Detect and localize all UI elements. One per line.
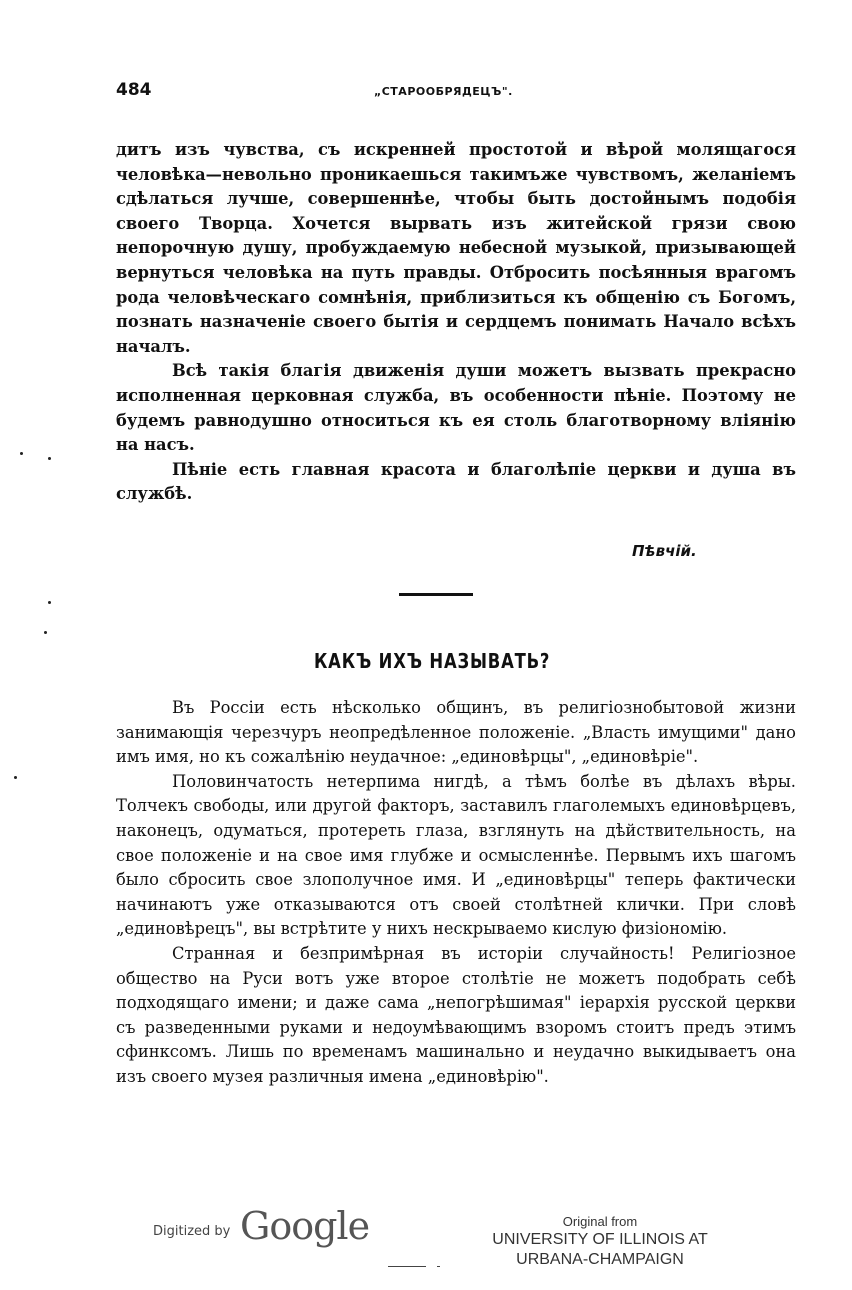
- paragraph: Въ Россіи есть нѣсколько общинъ, въ религіознобытовой жизни занимающія черезчуръ неопредѣленное положеніе. „Власть имущими" дано имъ имя, но къ сожалѣнію неудачное: „единовѣрцы", „единовѣріе".: [116, 698, 796, 767]
- section-divider: [399, 593, 473, 596]
- scan-speck: [20, 452, 23, 455]
- source-attribution: [480, 1214, 720, 1270]
- paragraph: дитъ изъ чувства, съ искренней простотой и вѣрой молящагося человѣка—невольно проникаешься такимъже чувствомъ, желаніемъ сдѣлаться лучше, совершеннѣе, чтобы быть достойнымъ подобія своего Творца. Хочется вырвать изъ житейской грязи свою непорочную душу, пробуждаемую небесной музыкой, призывающей вернуться человѣка на путь правды. Отбросить посѣянныя врагомъ рода человѣческаго сомнѣнія, приблизиться къ общенію съ Богомъ, познать назначеніе своего бытія и сердцемъ понимать Начало всѣхъ началъ.: [116, 140, 796, 356]
- page-number: 484: [116, 80, 152, 100]
- scan-speck: [48, 457, 51, 460]
- footer-rule: [388, 1266, 426, 1267]
- paragraph: Пѣніе есть главная красота и благолѣпіе церкви и душа въ службѣ.: [116, 459, 796, 504]
- author-signature: Пѣвчій.: [632, 542, 697, 560]
- paragraph: Половинчатость нетерпима нигдѣ, а тѣмъ болѣе въ дѣлахъ вѣры. Толчекъ свободы, или другой факторъ, заставилъ глаголемыхъ единовѣрцевъ, наконецъ, одуматься, протереть глаза, взглянуть на дѣйствительность, на свое положеніе и на свое имя глубже и осмысленнѣе. Первымъ ихъ шагомъ было сбросить свое злополучное имя. И „единовѣрцы" теперь фактически начинаютъ уже отказываются отъ своей столѣтней клички. При словѣ „единовѣрецъ", вы встрѣтите у нихъ нескрываемо кислую физіономію.: [116, 771, 796, 939]
- original-from-label: Original from: [562, 1214, 638, 1229]
- institution-name: UNIVERSITY OF ILLINOIS AT: [492, 1231, 708, 1248]
- article-title: КАКЪ ИХЪ НАЗЫВАТЬ?: [313, 649, 551, 673]
- paragraph: Странная и безпримѣрная въ исторіи случайность! Религіозное общество на Руси вотъ уже второе столѣтіе не можетъ подобрать себѣ подходящаго имени; и даже сама „непогрѣшимая" іерархія русской церкви съ разведенными руками и недоумѣвающимъ взоромъ стоитъ предъ этимъ сфинксомъ. Лишь по временамъ машинально и неудачно выкидываетъ она изъ своего музея различныя имена „единовѣрію".: [116, 943, 796, 1086]
- article-continuation: [116, 138, 796, 507]
- paragraph: Всѣ такія благія движенія души можетъ вызвать прекрасно исполненная церковная служба, въ особенности пѣніе. Поэтому не будемъ равнодушно относиться къ ея столь благотворному вліянію на насъ.: [116, 361, 796, 455]
- institution-location: URBANA-CHAMPAIGN: [516, 1251, 684, 1268]
- scan-speck: [48, 601, 51, 604]
- digitized-by-label: Digitized by: [153, 1224, 231, 1239]
- running-title: „СТАРООБРЯДЕЦЪ".: [374, 85, 513, 98]
- scan-speck: [14, 776, 17, 779]
- article-body: [116, 696, 796, 1090]
- google-logo: Google: [240, 1204, 370, 1248]
- scan-speck: [44, 631, 47, 634]
- footer-rule-dot: [437, 1266, 440, 1267]
